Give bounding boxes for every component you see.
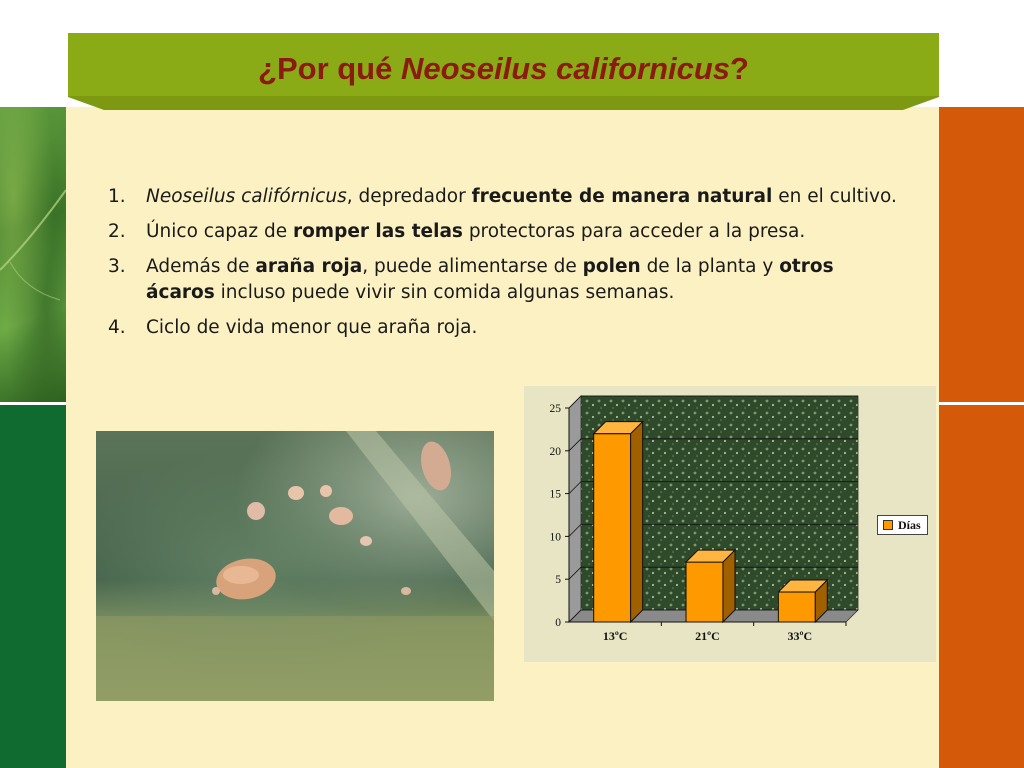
bullet-number: 4. [108,317,126,338]
y-tick-label: 25 [549,403,561,415]
bar-front [594,434,631,622]
bullet-emphasis: romper las telas [292,221,463,242]
bullet-text: Ciclo de vida menor que araña roja. [146,317,478,338]
y-tick-label: 10 [549,531,561,544]
bullet-emphasis: frecuente de manera natural [471,186,773,207]
bullet-emphasis: polen [582,256,641,277]
chart-layer [550,396,859,643]
bullet-text: , puede alimentarse de [362,256,583,277]
bullet-emphasis: otros ácaros [146,256,834,303]
bar-side [723,550,735,622]
bullet-item [108,315,908,341]
bullet-text: Único capaz de [146,221,293,242]
leaf-vein-decoration [0,150,66,350]
right-orange-block-top [939,107,1024,402]
bullet-emphasis: araña roja [255,256,363,277]
bullet-item [108,254,908,306]
x-category-label: 33ºC [787,629,813,643]
title-suffix: ? [730,51,749,86]
bullet-item [108,184,908,210]
y-tick-label: 5 [555,574,561,587]
bullet-text: Además de [146,256,256,277]
bullet-item [108,219,908,245]
bar-side [631,422,643,622]
mite-photo [96,431,494,701]
y-tick-label: 20 [549,445,561,458]
bullet-text: protectoras para acceder a la presa. [462,221,806,242]
bullet-list [108,184,908,350]
legend-swatch [883,520,893,530]
bullet-text: en el cultivo. [772,186,897,207]
bullet-text: , depredador [346,186,472,207]
bullet-species: Neoseilus califórnicus [146,186,347,207]
bullet-number: 1. [108,186,126,207]
chart-legend [877,515,928,535]
chart-side-wall [569,396,581,622]
y-tick-label: 15 [549,488,561,501]
bar-front [778,592,815,622]
right-orange-block-bottom [939,405,1024,768]
bullet-number: 2. [108,221,126,242]
title-prefix: ¿Por qué [258,51,393,86]
slide-title [68,40,939,98]
y-tick-label: 0 [555,617,561,629]
bullet-number: 3. [108,256,126,277]
bar-front [686,562,723,622]
title-species: Neoseilus californicus [400,51,731,86]
legend-label: Días [898,517,921,532]
left-green-block [0,405,66,768]
x-category-label: 21ºC [695,629,720,643]
bullet-text: de la planta y [640,256,780,277]
bullet-text: incluso puede vivir sin comida algunas semanas. [214,282,675,303]
bar-chart [524,386,936,662]
x-category-label: 13ºC [602,629,628,643]
